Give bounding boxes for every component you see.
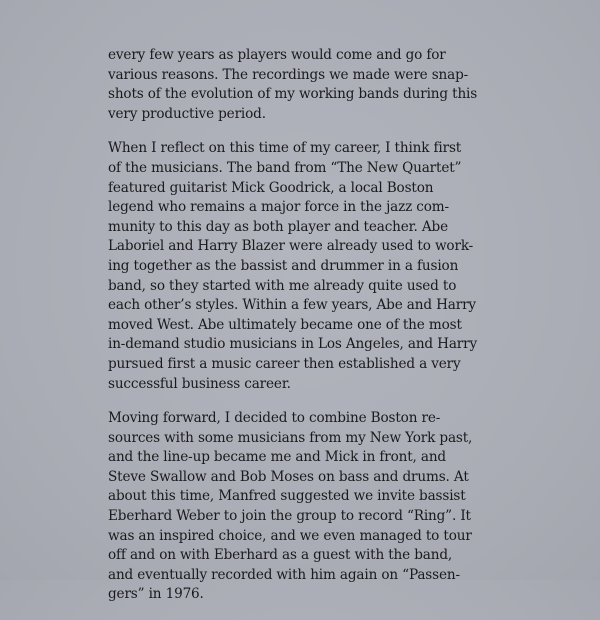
text-line: off and on with Eberhard as a guest with the band,	[108, 547, 453, 564]
text-line: ing together as the bassist and drummer in a fusion	[108, 257, 459, 274]
text-line: successful business career.	[108, 375, 291, 392]
text-line: band, so they started with me already quite used to	[108, 277, 457, 294]
text-line: about this time, Manfred suggested we invite bassist	[108, 488, 466, 505]
paragraph-2	[108, 139, 508, 394]
text-line: sources with some musicians from my New York past,	[108, 429, 473, 446]
text-line: and eventually recorded with him again on “Passen-	[108, 566, 460, 583]
text-line: and the line-up became me and Mick in front, and	[108, 449, 446, 466]
paragraph-1	[108, 46, 508, 124]
text-line: Moving forward, I decided to combine Boston re-	[108, 410, 441, 427]
text-line: Laboriel and Harry Blazer were already used to work-	[108, 238, 474, 255]
text-line: very productive period.	[108, 105, 266, 122]
text-line: legend who remains a major force in the jazz com-	[108, 199, 449, 216]
paragraph-3	[108, 409, 508, 605]
text-line: every few years as players would come and go for	[108, 47, 446, 63]
text-line: Steve Swallow and Bob Moses on bass and drums. At	[108, 468, 469, 485]
text-line: munity to this day as both player and teacher. Abe	[108, 218, 448, 235]
text-line: shots of the evolution of my working bands during this	[108, 86, 478, 103]
text-line: each other’s styles. Within a few years, Abe and Harry	[108, 297, 476, 314]
text-line: moved West. Abe ultimately became one of the most	[108, 316, 462, 333]
text-line: in-demand studio musicians in Los Angeles, and Harry	[108, 336, 478, 353]
text-line: was an inspired choice, and we even managed to tour	[108, 527, 472, 544]
text-line: pursued first a music career then established a very	[108, 355, 461, 372]
text-line: gers” in 1976.	[108, 586, 204, 603]
booklet-page	[108, 46, 508, 620]
text-line: of the musicians. The band from “The New Quartet”	[108, 159, 462, 176]
text-line: Eberhard Weber to join the group to record “Ring”. It	[108, 508, 471, 525]
text-line: When I reflect on this time of my career, I think first	[108, 140, 462, 157]
text-line: featured guitarist Mick Goodrick, a local Boston	[108, 179, 434, 196]
text-line: various reasons. The recordings we made were snap-	[108, 66, 469, 83]
